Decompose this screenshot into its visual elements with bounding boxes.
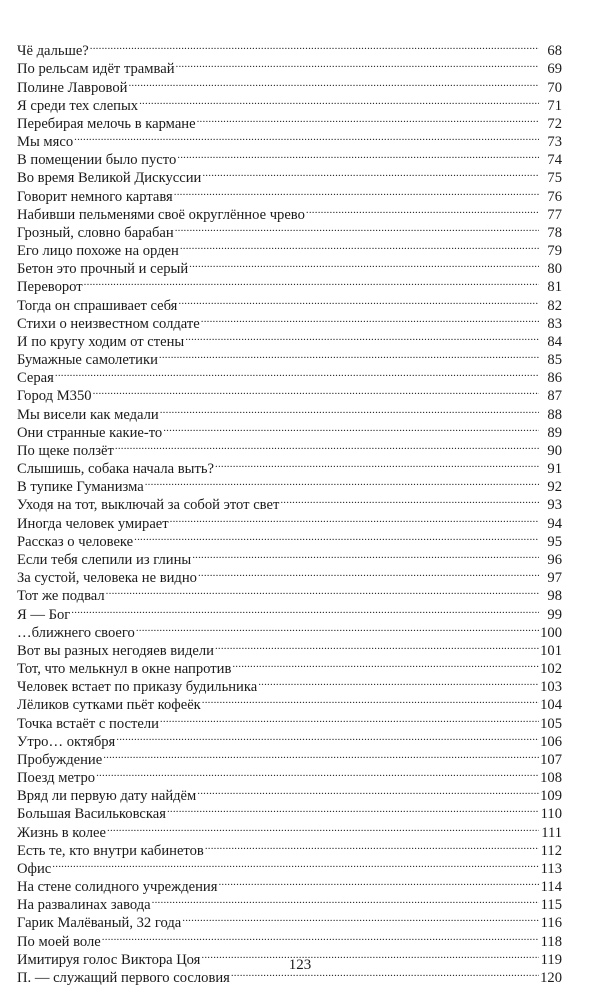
toc-entry-page: 88 — [539, 406, 562, 424]
toc-entry-page: 78 — [539, 224, 562, 242]
dot-leader — [116, 728, 539, 746]
toc-entry-page: 119 — [540, 951, 562, 968]
toc-entry-page: 115 — [540, 897, 562, 914]
toc-entry-title: Перебирая мелочь в кармане — [17, 115, 196, 132]
toc-entry-title: В помещении было пусто — [17, 152, 177, 169]
dot-leader — [136, 619, 539, 637]
toc-entry — [17, 146, 562, 169]
page-number: 123 — [288, 957, 312, 973]
toc-entry-page: 112 — [540, 842, 562, 859]
toc-entry-title: Утро… октября — [17, 733, 116, 750]
toc-entry-page: 89 — [539, 424, 562, 442]
toc-entry-page: 114 — [540, 879, 562, 896]
table-of-contents — [17, 37, 562, 986]
toc-entry-page: 73 — [539, 133, 562, 151]
dot-leader — [185, 328, 539, 346]
toc-entry-page: 94 — [539, 515, 562, 533]
toc-entry-title: Если тебя слепили из глины — [17, 551, 192, 568]
toc-entry-title: Тот же подвал — [17, 588, 105, 605]
toc-entry-title: Имитируя голос Виктора Цоя — [17, 951, 201, 968]
toc-entry-page: 104 — [540, 697, 562, 714]
toc-entry-page: 79 — [539, 242, 562, 260]
dot-leader — [205, 837, 539, 855]
toc-entry-page: 118 — [540, 933, 562, 950]
toc-entry-page: 120 — [540, 969, 562, 986]
toc-entry-page: 108 — [540, 770, 562, 787]
dot-leader — [198, 564, 539, 582]
dot-leader — [107, 818, 539, 836]
dot-leader — [177, 146, 539, 164]
toc-entry-title: Точка встаёт с постели — [17, 715, 159, 732]
toc-entry — [17, 619, 562, 641]
toc-entry-title: И по кругу ходим от стены — [17, 333, 185, 350]
dot-leader — [197, 110, 539, 128]
dot-leader — [178, 291, 539, 309]
dot-leader — [90, 37, 539, 55]
toc-entry — [17, 782, 562, 805]
toc-entry-title: Город М350 — [17, 388, 92, 405]
toc-entry-page: 105 — [540, 715, 562, 732]
toc-entry-title: Тот, что мелькнул в окне напротив — [17, 661, 232, 678]
toc-entry-page: 113 — [540, 860, 562, 877]
toc-entry-page: 83 — [539, 315, 562, 333]
toc-entry-page: 82 — [539, 297, 562, 315]
toc-entry-page: 96 — [539, 551, 562, 569]
toc-entry-page: 91 — [539, 460, 562, 478]
toc-entry-title: Стихи о неизвестном солдате — [17, 315, 200, 332]
toc-entry-title: Вряд ли первую дату найдём — [17, 788, 197, 805]
dot-leader — [160, 400, 539, 418]
toc-entry-page: 69 — [539, 60, 562, 78]
toc-entry-page: 74 — [539, 151, 562, 169]
toc-entry-page: 85 — [539, 351, 562, 369]
toc-entry-title: Офис — [17, 860, 52, 877]
toc-entry-page: 68 — [539, 42, 562, 60]
toc-entry-title: В тупике Гуманизма — [17, 479, 144, 496]
toc-entry-title: Они странные какие-то — [17, 424, 163, 441]
dot-leader — [232, 655, 539, 673]
toc-entry-page: 99 — [539, 606, 562, 624]
toc-entry — [17, 400, 562, 423]
toc-entry-title: Рассказ о человеке — [17, 533, 134, 550]
toc-entry-page: 87 — [539, 387, 562, 405]
toc-entry — [17, 291, 562, 314]
toc-entry-title: Бетон это прочный и серый — [17, 261, 189, 278]
toc-entry-title: Во время Великой Дискуссии — [17, 170, 202, 187]
toc-entry-page: 84 — [539, 333, 562, 351]
dot-leader — [202, 164, 539, 182]
toc-entry-page: 116 — [540, 915, 562, 932]
toc-entry-page: 103 — [540, 679, 562, 696]
toc-entry-title: Вот вы разных негодяев видели — [17, 642, 214, 659]
toc-entry-title: Гарик Малёваный, 32 года — [17, 915, 182, 932]
toc-entry-title: Я — Бог — [17, 606, 71, 623]
dot-leader — [71, 600, 539, 618]
dot-leader — [180, 237, 539, 255]
dot-leader — [197, 782, 539, 800]
dot-leader — [215, 455, 539, 473]
dot-leader — [182, 909, 539, 927]
toc-entry-title: Я среди тех слепых — [17, 97, 139, 114]
toc-entry-page: 101 — [540, 642, 562, 659]
toc-entry-title: П. — служащий первого сословия — [17, 969, 230, 986]
toc-entry-page: 86 — [539, 369, 562, 387]
toc-entry-page: 90 — [539, 442, 562, 460]
toc-entry-page: 77 — [539, 206, 562, 224]
toc-entry-title: Тогда он спрашивает себя — [17, 297, 178, 314]
toc-entry-page: 109 — [540, 788, 562, 805]
dot-leader — [176, 55, 539, 73]
toc-entry-title: Полине Лавровой — [17, 79, 128, 96]
toc-entry-title: Большая Васильковская — [17, 806, 166, 823]
dot-leader — [159, 346, 539, 364]
dot-leader — [306, 201, 539, 219]
toc-entry-page: 70 — [539, 79, 562, 97]
toc-entry-title: За сустой, человека не видно — [17, 570, 197, 587]
dot-leader — [167, 800, 539, 818]
toc-entry-title: Серая — [17, 370, 54, 387]
dot-leader — [174, 182, 539, 200]
dot-leader — [201, 310, 539, 328]
toc-entry-title: Говорит немного картавя — [17, 188, 173, 205]
dot-leader — [134, 528, 539, 546]
toc-entry — [17, 382, 562, 405]
toc-entry-title: Грозный, словно барабан — [17, 224, 174, 241]
dot-leader — [128, 73, 539, 91]
toc-entry-title: Мы висели как медали — [17, 406, 159, 423]
toc-entry-page: 75 — [539, 169, 562, 187]
toc-entry-page: 72 — [539, 115, 562, 133]
toc-entry-title: По рельсам идёт трамвай — [17, 61, 175, 78]
dot-leader — [280, 491, 539, 509]
toc-entry-page: 111 — [539, 824, 562, 842]
toc-entry-page: 97 — [539, 569, 562, 587]
dot-leader — [93, 382, 539, 400]
toc-entry-title: …ближнего своего — [17, 624, 135, 641]
toc-entry — [17, 55, 562, 78]
toc-entry-title: Пробуждение — [17, 751, 103, 768]
toc-entry-page: 76 — [539, 188, 562, 206]
toc-entry-page: 98 — [539, 587, 562, 605]
toc-entry-page: 81 — [539, 278, 562, 296]
toc-entry-title: На развалинах завода — [17, 897, 151, 914]
toc-entry-title: Иногда человек умирает — [17, 515, 169, 532]
toc-entry-page: 107 — [540, 751, 562, 768]
dot-leader — [115, 437, 539, 455]
toc-entry-title: Человек встает по приказу будильника — [17, 679, 258, 696]
toc-entry — [17, 37, 562, 60]
dot-leader — [163, 419, 539, 437]
toc-entry — [17, 873, 562, 896]
toc-entry-title: По щеке ползёт — [17, 442, 114, 459]
toc-entry-title: Слышишь, собака начала выть? — [17, 461, 214, 478]
dot-leader — [96, 764, 539, 782]
toc-entry-title: Лёликов сутками пьёт кофеёк — [17, 697, 201, 714]
toc-entry-title: Уходя на тот, выключай за собой этот свет — [17, 497, 280, 514]
toc-entry-page: 106 — [540, 733, 562, 750]
dot-leader — [218, 873, 539, 891]
toc-entry-title: Поезд метро — [17, 770, 96, 787]
toc-entry-title: Набивши пельменями своё округлённое чрево — [17, 206, 305, 223]
toc-entry-title: Мы мясо — [17, 134, 74, 151]
toc-entry-page: 80 — [539, 260, 562, 278]
toc-entry-title: Есть те, кто внутри кабинетов — [17, 842, 204, 859]
toc-entry-page: 102 — [540, 661, 562, 678]
toc-entry-page: 92 — [539, 478, 562, 496]
toc-entry-page: 100 — [540, 624, 562, 641]
dot-leader — [103, 746, 539, 764]
toc-entry-title: Жизнь в колее — [17, 824, 106, 841]
toc-entry-page: 93 — [539, 496, 562, 514]
toc-entry-title: Переворот — [17, 279, 83, 296]
dot-leader — [139, 92, 539, 110]
dot-leader — [189, 255, 539, 273]
toc-entry-page: 71 — [539, 97, 562, 115]
toc-entry-title: На стене солидного учреждения — [17, 879, 218, 896]
toc-entry-title: Бумажные самолетики — [17, 352, 158, 369]
dot-leader — [160, 709, 539, 727]
toc-entry-title: Чё дальше? — [17, 43, 89, 60]
dot-leader — [192, 546, 539, 564]
toc-entry-title: По моей воле — [17, 933, 101, 950]
toc-entry-title: Его лицо похоже на орден — [17, 243, 179, 260]
toc-entry-page: 95 — [539, 533, 562, 551]
dot-leader — [258, 673, 539, 691]
dot-leader — [215, 637, 539, 655]
toc-entry-page: 110 — [540, 806, 562, 823]
